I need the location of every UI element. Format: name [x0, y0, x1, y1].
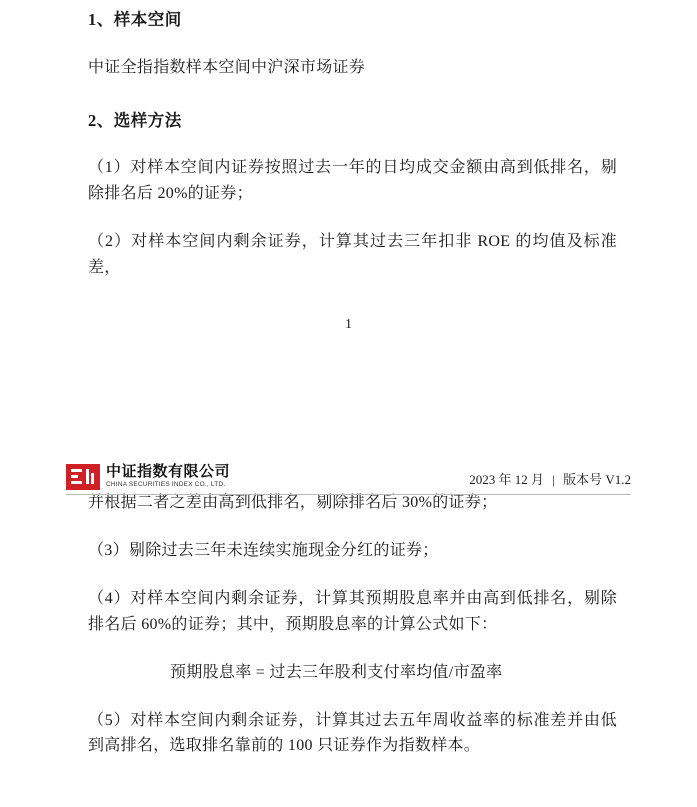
paragraph-sample-space-body: 中证全指指数样本空间中沪深市场证券: [88, 58, 366, 76]
brand-text: [106, 465, 230, 490]
formula-expected-dividend-yield: 预期股息率 = 过去三年股利支付率均值/市盈率: [170, 663, 503, 681]
paragraph-rule-2-continued: 并根据二者之差由高到低排名，剔除排名后 30%的证券；: [88, 494, 498, 511]
paragraph-rule-3: （3）剔除过去三年未连续实施现金分红的证券；: [88, 541, 439, 559]
paragraph-rule-4: （4）对样本空间内剩余证券，计算其预期股息率并由高到低排名，剔除排名后 60%的证券；其中，预期股息率的计算公式如下：: [88, 589, 617, 633]
header-date: 2023 年 12 月: [469, 472, 544, 487]
page-number: 1: [345, 317, 352, 333]
section-heading-selection-method: 2、选样方法: [88, 110, 182, 130]
csindex-logo-icon: [66, 464, 100, 490]
brand-name-cn: 中证指数有限公司: [106, 463, 231, 480]
document-page-1: [0, 0, 697, 390]
paragraph-rule-2: （2）对样本空间内剩余证券，计算其过去三年扣非 ROE 的均值及标准差，: [88, 233, 617, 277]
page-break-gap: [0, 390, 697, 412]
header-meta: [469, 469, 631, 490]
section-heading-block-2: [0, 81, 697, 134]
brand-name-en: CHINA SECURITIES INDEX CO., LTD.: [106, 481, 226, 489]
brand: [66, 464, 230, 490]
page-header-inner: [66, 464, 631, 495]
paragraph-rule-1: （1）对样本空间内证券按照过去一年的日均成交金额由高到低排名，剔除排名后 20%的证券；: [88, 159, 617, 203]
section-heading-block-1: [0, 0, 697, 33]
document-page-2: [0, 412, 697, 807]
section-heading-sample-space: 1、样本空间: [88, 10, 182, 29]
page-header: [0, 412, 697, 489]
paragraph-rule-5: （5）对样本空间内剩余证券，计算其过去五年周收益率的标准差并由低到高排名，选取排名靠前的 100 只证券作为指数样本。: [88, 711, 617, 755]
header-version: 版本号 V1.2: [563, 472, 631, 487]
header-separator: |: [552, 472, 555, 487]
